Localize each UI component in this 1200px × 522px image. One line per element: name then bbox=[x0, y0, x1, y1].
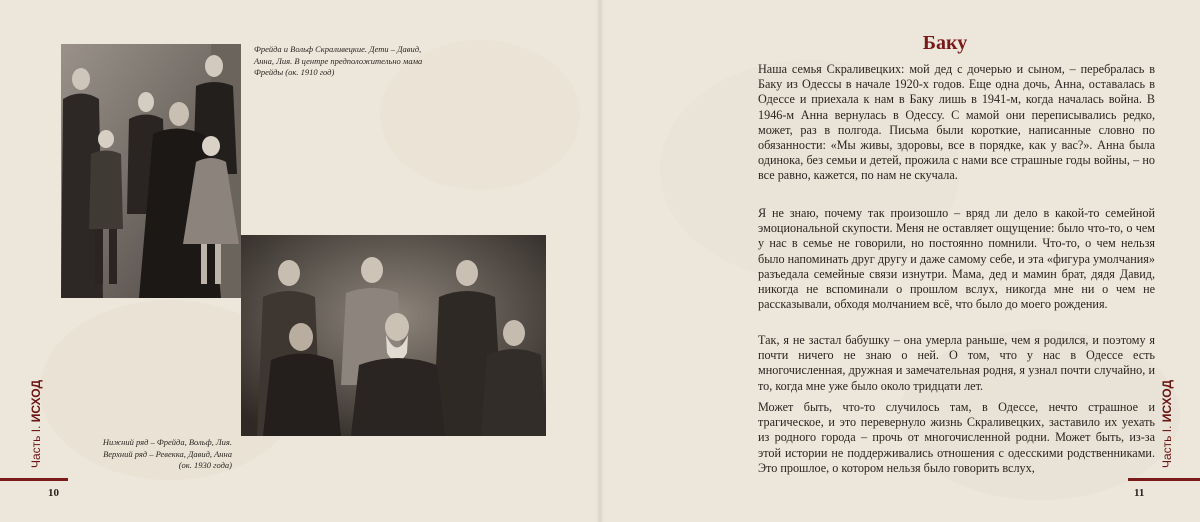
page-number-right: 11 bbox=[1134, 487, 1145, 499]
footer-rule-right bbox=[1128, 478, 1200, 481]
caption-1930: Нижний ряд – Фрейда, Вольф, Лия. Верхний ряд – Ревекка, Давид, Анна (ок. 1930 года) bbox=[102, 437, 232, 470]
footer-rule-left bbox=[0, 478, 68, 481]
book-spine bbox=[596, 0, 604, 522]
section-label-name: ИСХОД bbox=[29, 379, 43, 423]
page-number-left: 10 bbox=[48, 487, 59, 499]
section-label-name: ИСХОД bbox=[1160, 379, 1174, 423]
paragraph-4: Может быть, что-то случилось там, в Одессе, нечто страшное и трагическое, и это перевернуло жизнь Скраливецких, заставило их уехать из родного города – прочь от многочисленной родни. Может быть, из-за этой истории не поддерживались отношения с одесскими родственниками. Это прошлое, о котором нельзя было говорить вслух, bbox=[758, 400, 1155, 475]
photo-1910-family bbox=[61, 44, 241, 298]
section-label-prefix: Часть I. bbox=[29, 425, 43, 468]
section-label-left bbox=[29, 318, 43, 468]
chapter-title: Баку bbox=[922, 32, 968, 54]
caption-1910: Фрейда и Вольф Скраливецкие. Дети – Давид, Анна, Лия. В центре предположительно мама Фрейды (ок. 1910 год) bbox=[254, 44, 423, 77]
section-label-prefix: Часть I. bbox=[1160, 425, 1174, 468]
photo-1930-family bbox=[241, 235, 546, 436]
paragraph-1: Наша семья Скраливецких: мой дед с дочерью и сыном, – перебралась в Баку из Одессы в начале 1920-х годов. Еще одна дочь, Анна, оставалась в Одессе и приехала к нам в Баку лишь в 1941-м, когда началась война. В 1946-м Анна вернулась в Одессу. С мамой они переписывались редко, может, раз в полгода. Письма были короткие, написанные словно по обязанности: «Мы живы, здоровы, все в порядке, как у вас?». Анна была одинока, без семьи и детей, прожила с нами все страшные годы войны, – но все равно, кажется, по нам не скучала. bbox=[758, 62, 1155, 183]
paragraph-3: Так, я не застал бабушку – она умерла раньше, чем я родился, и поэтому я почти ничего не знаю о ней. О том, что у нас в Одессе есть многочисленная, дружная и замечательная родня, я узнал почти случайно, и то, когда мне уже было около тридцати лет. bbox=[758, 333, 1155, 393]
paragraph-2: Я не знаю, почему так произошло – вряд ли дело в какой-то семейной эмоциональной скупости. Меня не оставляет ощущение: было что-то, о чем у нас в семье не говорили, но постоянно помнили. Что-то, о чем нельзя было напоминать друг другу и даже самому себе, и эта «фигура умолчания» разъедала семейные связи изнутри. Мама, дед и мамин брат, дядя Давид, никогда не вспоминали о прошлом вслух, никогда мне ни о чем не рассказывали, обходя молчанием всё, что было до моего рождения. bbox=[758, 206, 1155, 312]
photo-1910-illustration bbox=[61, 44, 241, 298]
photo-1930-illustration bbox=[241, 235, 546, 436]
section-label-right bbox=[1160, 318, 1174, 468]
